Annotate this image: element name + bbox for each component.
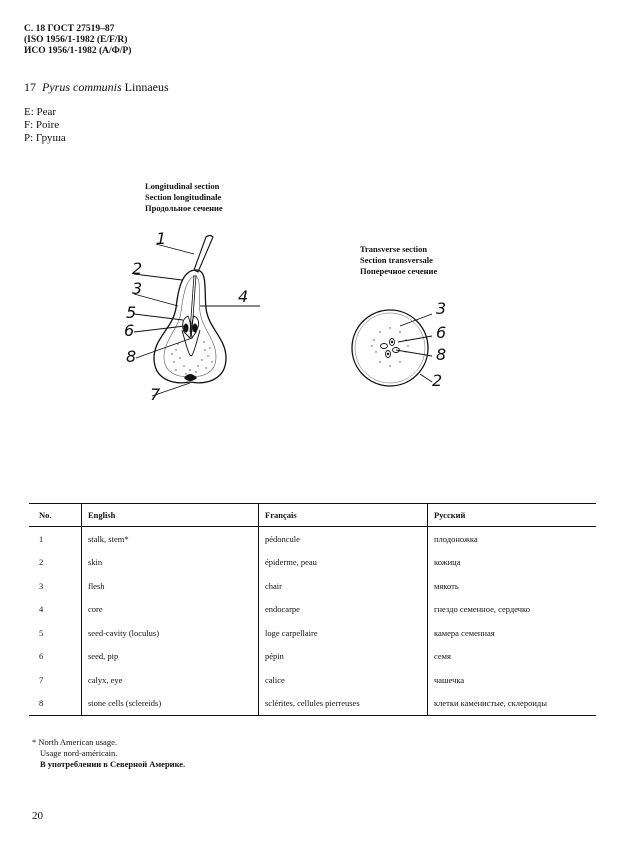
col-header-no: No. xyxy=(29,504,82,527)
label-4: 4 xyxy=(238,287,249,306)
skin-circle xyxy=(352,310,428,386)
caption-en: Longitudinal section xyxy=(145,181,220,191)
table-row xyxy=(29,574,596,598)
label-8: 8 xyxy=(126,347,137,366)
col-header-russian: Русский xyxy=(428,504,597,527)
table-row xyxy=(29,668,596,692)
core-body xyxy=(182,330,200,356)
label-6: 6 xyxy=(436,323,447,342)
caption-fr: Section transversale xyxy=(360,255,433,265)
terms-table xyxy=(29,503,596,716)
calyx-eye xyxy=(184,374,197,381)
table-row xyxy=(29,527,596,551)
cell-no: 3 xyxy=(39,580,44,591)
longitudinal-section-drawing xyxy=(110,220,270,410)
seed xyxy=(387,353,389,355)
col-header-french: Français xyxy=(259,504,428,527)
table-row xyxy=(29,598,596,622)
label-3: 3 xyxy=(132,279,143,298)
table-row xyxy=(29,692,596,716)
cell-french: chair xyxy=(259,574,428,598)
cell-french: endocarpe xyxy=(259,598,428,622)
cell-no: 5 xyxy=(39,627,44,638)
doc-iso-ref: (ISO 1956/1-1982 (E/F/R) xyxy=(24,35,128,45)
label-5: 5 xyxy=(126,303,137,322)
col-header-english: English xyxy=(82,504,259,527)
label-2: 2 xyxy=(132,259,143,278)
cell-russian: камера семенная xyxy=(428,621,597,645)
transverse-caption xyxy=(360,244,437,277)
name-russian: P: Груша xyxy=(24,132,66,144)
entry-author: Linnaeus xyxy=(124,80,169,94)
label-7: 7 xyxy=(150,385,161,404)
cell-no: 6 xyxy=(39,651,44,662)
flesh-circle xyxy=(355,313,425,383)
table-row xyxy=(29,645,596,669)
caption-ru: Поперечное сечение xyxy=(360,266,438,276)
cell-russian: кожица xyxy=(428,551,597,575)
caption-ru: Продольное сечение xyxy=(145,203,223,213)
cell-french: calice xyxy=(259,668,428,692)
caption-fr: Section longitudinale xyxy=(145,192,222,202)
stone-cells xyxy=(171,341,212,374)
label-1: 1 xyxy=(156,229,167,248)
seed xyxy=(184,324,189,333)
cell-english: seed, pip xyxy=(82,645,259,669)
cell-french: pédoncule xyxy=(259,527,428,551)
label-8: 8 xyxy=(436,345,447,364)
label-3: 3 xyxy=(436,299,447,318)
cell-no: 8 xyxy=(29,692,82,716)
cell-russian: плодоножка xyxy=(428,527,597,551)
cell-french: pépin xyxy=(259,645,428,669)
leader-lines xyxy=(134,244,260,396)
footnote-ru: В употреблении в Северной Америке. xyxy=(40,759,186,769)
caption-en: Transverse section xyxy=(360,244,428,254)
cell-french: sclérites, cellules pierreuses xyxy=(259,692,428,716)
longitudinal-caption xyxy=(145,181,223,214)
cell-english: flesh xyxy=(82,574,259,598)
seed-cavities xyxy=(381,339,400,358)
cell-russian: семя xyxy=(428,645,597,669)
flesh-outline xyxy=(164,276,216,376)
table-header-row xyxy=(29,504,596,527)
footnote-fr: Usage nord-américain. xyxy=(40,748,118,758)
cell-french: épiderme, peau xyxy=(259,551,428,575)
cell-english: stone cells (sclereids) xyxy=(82,692,259,716)
cell-russian: гнездо семенное, сердечко xyxy=(428,598,597,622)
cell-english: calyx, eye xyxy=(82,668,259,692)
name-french: F: Poire xyxy=(24,119,60,131)
page-number: 20 xyxy=(32,810,43,822)
cell-russian: мякоть xyxy=(428,574,597,598)
cell-no: 2 xyxy=(39,557,44,568)
seed xyxy=(391,341,393,343)
entry-number: 17 xyxy=(24,80,36,94)
footnote-en: * North American usage. xyxy=(32,737,117,747)
seed xyxy=(193,324,198,333)
cell-no: 4 xyxy=(39,604,44,615)
cell-russian: чашечка xyxy=(428,668,597,692)
core-line xyxy=(192,275,196,332)
doc-iso-ref-ru: ИСО 1956/1-1982 (А/Ф/Р) xyxy=(24,46,132,56)
cell-french: loge carpellaire xyxy=(259,621,428,645)
stone-cells-ring xyxy=(371,327,408,366)
entry-latin-name: Pyrus communis xyxy=(42,80,122,94)
transverse-section-drawing xyxy=(340,290,480,395)
cell-russian: клетки каменистые, склероиды xyxy=(428,692,597,716)
entry-title xyxy=(24,80,169,95)
cell-english: stalk, stem* xyxy=(82,527,259,551)
table-row xyxy=(29,621,596,645)
cell-no: 7 xyxy=(39,674,44,685)
cell-english: skin xyxy=(82,551,259,575)
label-2: 2 xyxy=(432,371,443,390)
cell-english: seed-cavity (loculus) xyxy=(82,621,259,645)
cell-no: 1 xyxy=(39,533,44,544)
doc-standard-ref: С. 18 ГОСТ 27519–87 xyxy=(24,24,115,34)
stalk-shape xyxy=(194,236,213,273)
table-row xyxy=(29,551,596,575)
cell-english: core xyxy=(82,598,259,622)
leader-lines xyxy=(396,314,432,382)
name-english: E: Pear xyxy=(24,106,57,118)
label-6: 6 xyxy=(124,321,135,340)
